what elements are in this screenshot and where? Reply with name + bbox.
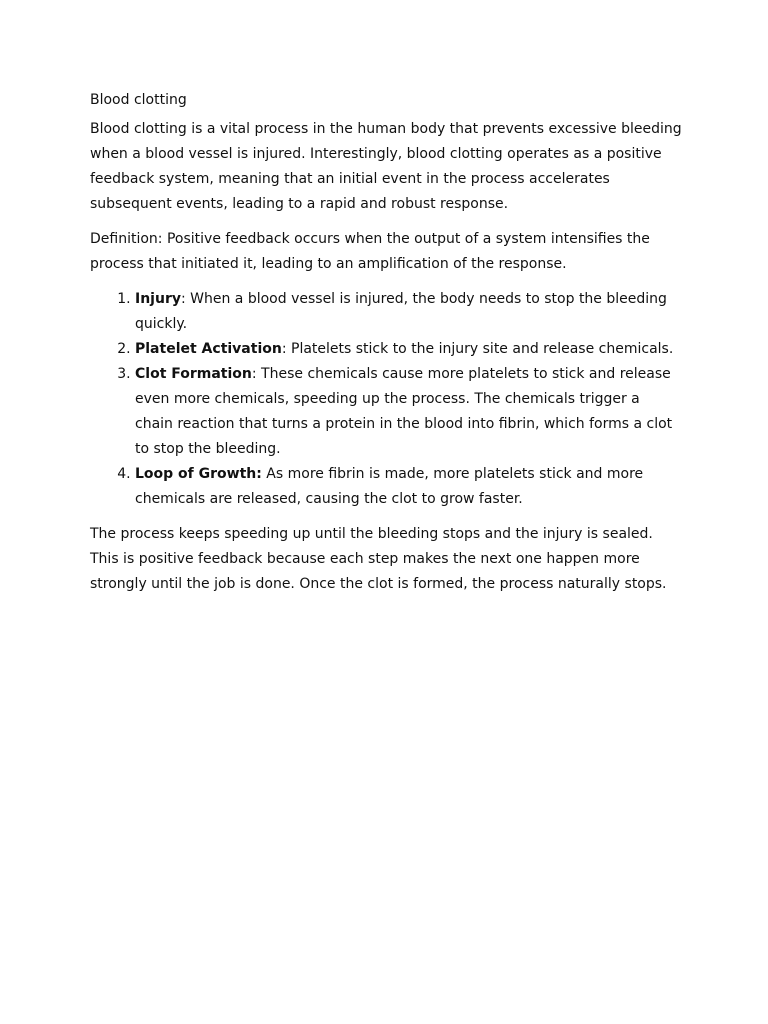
step-text: : Platelets stick to the injury site and release chemicals. [281,341,674,357]
step-text: As more fibrin is made, more platelets stick and more chemicals are released, causing the clot to grow faster. [135,466,644,507]
step-term: Injury [135,291,181,307]
conclusion-paragraph: The process keeps speeding up until the bleeding stops and the injury is sealed. This is positive feedback because each step makes the next one happen more strongly until the job is done. Once the clot is formed, the process naturally stops. [90,526,667,592]
list-item-loop-of-growth [135,462,682,512]
step-term: Clot Formation [135,366,252,382]
step-text: : These chemicals cause more platelets to stick and release even more chemicals, speeding up the process. The chemicals trigger a chain reaction that turns a protein in the blood into fibrin, which forms a clot to stop the bleeding. [135,366,673,457]
step-term: Loop of Growth: [135,466,262,482]
document-title: Blood clotting [90,92,187,108]
definition-paragraph: Definition: Positive feedback occurs when the output of a system intensifies the process that initiated it, leading to an amplification of the response. [90,231,650,272]
step-term: Platelet Activation [135,341,282,357]
steps-list [90,287,682,512]
step-text: : When a blood vessel is injured, the body needs to stop the bleeding quickly. [135,291,667,332]
intro-paragraph: Blood clotting is a vital process in the human body that prevents excessive bleeding when a blood vessel is injured. Interestingly, blood clotting operates as a positive feedback system, meaning that an initial event in the process accelerates subsequent events, leading to a rapid and robust response. [90,121,682,212]
list-item-clot-formation [135,362,682,462]
list-item-platelet-activation [135,337,682,362]
list-item-injury [135,287,682,337]
document-page [90,88,682,607]
